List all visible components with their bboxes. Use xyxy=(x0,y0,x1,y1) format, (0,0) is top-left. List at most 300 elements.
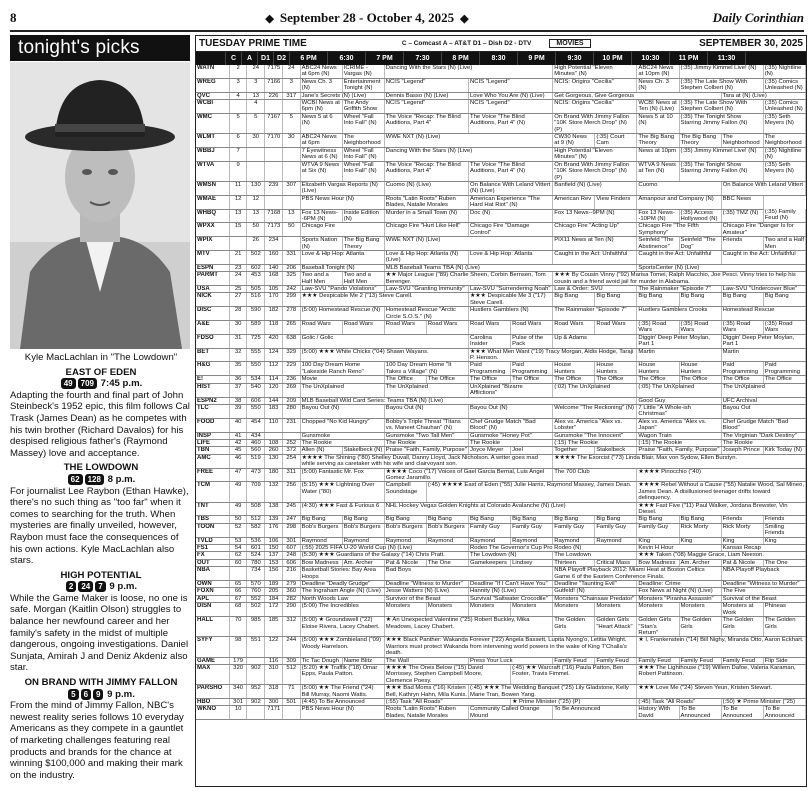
program-cell[interactable]: Caught in the Act: Unfaithful xyxy=(553,250,637,264)
program-cell[interactable]: (:45) ★★★★ East of Eden ("55) Julie Harris, Raymond Massey, James Dean. xyxy=(426,482,637,502)
program-cell[interactable]: Pat & Nicole xyxy=(384,559,426,566)
program-cell[interactable]: (:35) Jimmy Kimmel Live! (N) xyxy=(679,65,763,78)
program-cell[interactable]: House Hunters xyxy=(553,362,595,376)
program-cell[interactable]: The Office xyxy=(426,376,468,383)
program-cell[interactable]: MLB Baseball Teams TBA (N) (Live) xyxy=(384,264,637,271)
program-cell[interactable]: Law-SVU "Undercover Blue" xyxy=(721,286,805,293)
program-cell[interactable]: Dennis Basso (N) (Live) xyxy=(384,92,468,99)
program-cell[interactable]: Raymond xyxy=(426,537,468,544)
program-cell[interactable]: The Big Bang Theory xyxy=(637,134,679,148)
program-cell[interactable]: Martin xyxy=(721,348,805,362)
program-cell[interactable]: Bobby's Triple Threat "Titans vs. Maneet Chauhan" (N) xyxy=(384,418,468,432)
program-cell[interactable]: King xyxy=(637,537,679,544)
program-cell[interactable]: House Hunters xyxy=(679,362,721,376)
program-cell[interactable]: Doc (N) xyxy=(468,209,552,223)
program-cell[interactable]: Deadline "Taunting Evil" xyxy=(553,581,637,588)
program-cell[interactable]: Amanpour and Company (N) xyxy=(637,195,721,209)
program-cell[interactable]: NHL Hockey Vegas Golden Knights at Colorado Avalanche (N) (Live) xyxy=(384,502,637,516)
program-cell[interactable]: NCIS: Origins "Cecilia" xyxy=(553,100,637,114)
program-cell[interactable]: ABC24 News at 6pm xyxy=(300,134,342,148)
program-cell[interactable]: View Finders xyxy=(595,195,637,209)
program-cell[interactable]: Bob's Burgers xyxy=(342,523,384,537)
program-cell[interactable]: The Rookie xyxy=(300,439,384,446)
program-cell[interactable]: High Potential "Eleven Minutes" (N) xyxy=(553,147,637,161)
program-cell[interactable]: ★★★ Bad Moms ("16) Kristen Bell, Kathryn Hahn, Mila Kunis. xyxy=(385,685,467,698)
program-cell[interactable]: NCIS "Legend" xyxy=(468,78,552,92)
program-cell[interactable]: The Five xyxy=(721,588,805,595)
program-cell[interactable]: Wagon Train xyxy=(637,432,721,439)
program-cell[interactable]: Critical Mass xyxy=(595,559,637,566)
program-cell[interactable]: Am. Archer xyxy=(342,559,384,566)
program-cell[interactable]: Thirteen xyxy=(553,559,595,566)
program-cell[interactable]: Get Gorgeous, Give Gorgeous xyxy=(553,92,721,99)
program-cell[interactable]: Fox News at Night (N) (Live) xyxy=(637,588,721,595)
program-cell[interactable]: Pulse of the Pack xyxy=(511,334,553,348)
program-cell[interactable]: Friends xyxy=(721,237,763,251)
program-cell[interactable]: Carolina Insider xyxy=(468,334,510,348)
program-cell[interactable]: Fox 13 News--9PM (N) xyxy=(553,209,637,223)
program-cell[interactable]: The Office xyxy=(511,376,553,383)
program-cell[interactable]: Stakelbeck (N) xyxy=(343,447,383,454)
program-cell[interactable]: Seinfeld "The Dog" xyxy=(679,237,721,251)
program-cell[interactable]: PBS News Hour (N) xyxy=(300,195,384,209)
program-cell[interactable]: The One xyxy=(763,559,805,566)
program-cell[interactable]: Bob's Burgers xyxy=(300,523,342,537)
program-cell[interactable]: Jane's Secrets (N) (Live) xyxy=(300,92,384,99)
program-cell[interactable]: Bayou Out (N) xyxy=(468,404,552,418)
program-cell[interactable]: Monsters xyxy=(384,603,426,617)
program-cell[interactable]: WWE NXT (N) (Live) xyxy=(384,134,552,148)
program-cell[interactable]: Wheel "Fall Into Fall" (N) xyxy=(342,113,384,133)
program-cell[interactable]: Bayou Out (N) xyxy=(384,404,468,418)
program-cell[interactable]: (:35) The Late Show With Stephen Colbert (N) xyxy=(679,78,763,92)
program-cell[interactable]: To Be Announced xyxy=(721,706,763,720)
program-cell[interactable]: (:55) 2025 FIFA U-20 World Cup (N) (Live) xyxy=(300,545,468,552)
program-cell[interactable]: The Neighborhood xyxy=(721,134,763,148)
program-cell[interactable]: Big Bang xyxy=(595,293,637,307)
program-cell[interactable]: Raymond xyxy=(511,537,553,544)
program-cell[interactable]: Diggin' Deep Peter Moylan, Part 1 xyxy=(721,334,805,348)
program-cell[interactable]: Family Guy xyxy=(595,523,637,537)
program-cell[interactable]: Paid Programming xyxy=(763,362,805,376)
program-cell[interactable]: (:45) Task "All Roads" xyxy=(637,698,721,705)
program-cell[interactable]: Family Feud xyxy=(553,657,595,664)
program-cell[interactable]: Family Feud xyxy=(721,657,763,664)
program-cell[interactable]: On Brand With Jimmy Fallon "10K Store Merch Drop" (N) (P) xyxy=(553,113,637,133)
program-cell[interactable]: (:35) Jimmy Kimmel Live! (N) xyxy=(679,147,763,161)
program-cell[interactable]: The Andy Griffith Show xyxy=(342,100,384,114)
program-cell[interactable]: The Big Bang Theory xyxy=(342,237,384,251)
program-cell[interactable]: (:35) Access Hollywood (N) xyxy=(679,209,721,223)
program-cell[interactable]: Rick Morty xyxy=(721,523,763,537)
program-cell[interactable]: (:35) Nightline (N) xyxy=(763,65,805,78)
program-cell[interactable]: Big Bang xyxy=(595,516,637,523)
program-cell[interactable]: News at 10pm xyxy=(637,147,679,161)
program-cell[interactable]: North Woods Law xyxy=(300,595,384,602)
program-cell[interactable]: Monsters xyxy=(468,603,510,617)
program-cell[interactable]: ★ Prime Minister ("25) (P) xyxy=(511,698,637,705)
program-cell[interactable]: Survival of the Beast xyxy=(721,595,805,602)
program-cell[interactable]: Love & Hip Hop: Atlanta (N) (Live) xyxy=(384,250,468,264)
program-cell[interactable]: The Lowdown xyxy=(553,552,637,559)
program-cell[interactable]: WTVA 9 News at Ten (N) xyxy=(637,161,679,181)
program-cell[interactable]: The Neighborhood xyxy=(342,134,384,148)
program-cell[interactable]: The Office xyxy=(468,376,510,383)
program-cell[interactable]: Raymond xyxy=(384,537,426,544)
program-cell[interactable]: Praise "Faith, Family, Purpose" xyxy=(638,447,720,454)
program-cell[interactable]: PIX11 News at Ten (N) xyxy=(553,237,637,251)
program-cell[interactable]: Bad Boys xyxy=(384,567,552,581)
program-cell[interactable]: (5:00) ★ Groundswell ("22) Eloise Rivera, Lacey Chabert. xyxy=(300,617,384,637)
program-cell[interactable]: The Wall xyxy=(384,657,468,664)
program-cell[interactable]: Love & Hip Hop: Atlanta xyxy=(468,250,552,264)
program-cell[interactable]: Road Wars xyxy=(595,321,637,335)
program-cell[interactable]: (:55) Task "All Roads" xyxy=(384,698,510,705)
program-cell[interactable]: The Rookie xyxy=(721,439,805,446)
program-cell[interactable]: Gunsmoke xyxy=(300,432,384,439)
program-cell[interactable]: Entertainment Tonight (N) xyxy=(342,78,384,92)
program-cell[interactable]: Welcome "The Reckoning" (N) xyxy=(553,404,637,418)
program-cell[interactable]: Family Guy xyxy=(637,523,679,537)
program-cell[interactable]: ICRIME - Vargas (N) xyxy=(342,65,384,78)
program-cell[interactable]: Bow Madness xyxy=(637,559,679,566)
program-cell[interactable]: Gunsmoke "Two Tall Men" xyxy=(384,432,468,439)
program-cell[interactable]: Hustlers Gamblers Crooks xyxy=(637,307,721,321)
program-cell[interactable]: WWE NXT (N) (Live) xyxy=(384,237,552,251)
program-cell[interactable]: (5:00) ★★★ White Chicks ("04) Shawn Wayans. xyxy=(300,348,468,362)
program-cell[interactable]: Love & Hip Hop: Atlanta xyxy=(300,250,384,264)
program-cell[interactable]: Inside Edition (N) xyxy=(342,209,384,223)
program-cell[interactable]: The Golden Girls xyxy=(763,617,805,637)
program-cell[interactable]: WTVA 9 News at Six (N) xyxy=(300,161,342,181)
program-cell[interactable]: NCIS "Legend" xyxy=(468,100,552,114)
program-cell[interactable]: Big Bang xyxy=(721,293,763,307)
program-cell[interactable]: NCIS: Origins "Cecilia" xyxy=(553,78,637,92)
program-cell[interactable]: Kansas Recap xyxy=(721,545,805,552)
program-cell[interactable]: Elizabeth Vargas Reports (N) (Live) xyxy=(300,181,384,195)
program-cell[interactable]: Law-SVU "Surrendering Noah" xyxy=(468,286,552,293)
program-cell[interactable]: Campbell Soundstage xyxy=(384,482,426,502)
program-cell[interactable]: Friends xyxy=(721,516,763,523)
program-cell[interactable]: Big Bang xyxy=(637,293,679,307)
program-cell[interactable]: Golden Girls "Heart Attack" xyxy=(595,617,637,637)
program-cell[interactable]: Caught in the Act: Unfaithful xyxy=(721,250,805,264)
program-cell[interactable]: Family Guy xyxy=(553,523,595,537)
program-cell[interactable]: To Be Announced xyxy=(763,706,805,720)
program-cell[interactable]: Chicago Fire "The Fifth Symphony" xyxy=(637,223,721,237)
program-cell[interactable]: The Ingraham Angle (N) (Live) xyxy=(300,588,384,595)
program-cell[interactable]: Monsters "Chainsaw Predator" xyxy=(553,595,637,602)
program-cell[interactable]: The Neighborhood xyxy=(763,134,805,148)
program-cell[interactable]: UFC Archival xyxy=(721,397,805,404)
program-cell[interactable]: The 700 Club xyxy=(553,468,637,482)
program-cell[interactable]: (:02) The UnXplained xyxy=(553,383,637,397)
program-cell[interactable]: 100 Day Dream Home "It Takes a Village" (N) xyxy=(384,362,468,376)
program-cell[interactable]: Law-SVU "Granting Immunity" xyxy=(384,286,468,293)
program-cell[interactable]: BBC News xyxy=(721,195,763,209)
program-cell[interactable]: Big Bang xyxy=(426,516,468,523)
program-cell[interactable]: To Be Announced xyxy=(679,706,721,720)
program-cell[interactable]: Golic / Golic xyxy=(300,334,468,348)
program-cell[interactable]: The Office xyxy=(679,376,721,383)
program-cell[interactable]: Family Feud xyxy=(679,657,721,664)
program-cell[interactable]: Diggin' Deep Peter Moylan, Part 1 xyxy=(637,334,721,348)
program-cell[interactable]: WCBI News at Ten (N) (Live) xyxy=(637,100,679,114)
program-cell[interactable]: ★★★★ Coco ("17) Voices of Gael Garcia Bernal, Luis Angel Gomez Jaramillo. xyxy=(384,468,552,482)
program-cell[interactable]: Gutfeld! (N) xyxy=(553,588,637,595)
program-cell[interactable]: Dancing With the Stars (N) (Live) xyxy=(384,147,552,161)
program-cell[interactable]: Joyce Meyer xyxy=(468,447,510,454)
program-cell[interactable]: The Office xyxy=(721,376,763,383)
program-cell[interactable]: MLB Baseball Wild Card Series: Teams TBA (N) (Live) xyxy=(300,397,637,404)
program-cell[interactable]: Family Feud xyxy=(595,657,637,664)
program-cell[interactable]: (5:00) The Incredibles xyxy=(300,603,384,617)
program-cell[interactable]: Phineas xyxy=(763,603,805,617)
program-cell[interactable]: (:35) TMZ (N) xyxy=(721,209,763,223)
program-cell[interactable]: Chicago Fire "Damage Control" xyxy=(468,223,552,237)
program-cell[interactable]: The Golden Girls xyxy=(679,617,721,637)
program-cell[interactable]: Bayou Out (N) xyxy=(300,404,384,418)
program-cell[interactable]: Kevin H Hour xyxy=(637,545,721,552)
program-cell[interactable]: House Hunters xyxy=(595,362,637,376)
program-cell[interactable]: King xyxy=(679,537,721,544)
program-cell[interactable]: The Office xyxy=(595,376,637,383)
program-cell[interactable]: ★★★ Love Me ("24) Steven Yeun, Kristen Stewart. xyxy=(637,685,806,699)
program-cell[interactable]: Basketball Stories: Bay Area Hoops xyxy=(300,567,384,581)
program-cell[interactable]: Big Bang xyxy=(679,516,721,523)
program-cell[interactable]: ★★★★ The Shining ("80) Shelley Duvall, Danny Lloyd, Jack Nicholson. A writer goes mad while serving as caretaker with his wife and clairvoyant son. xyxy=(300,454,553,468)
program-cell[interactable]: The Big Bang Theory xyxy=(679,134,721,148)
program-cell[interactable]: Family Feud xyxy=(637,657,679,664)
program-cell[interactable]: Roots "Latin Roots" Ruben Blades, Natalie Morales xyxy=(384,195,468,209)
program-cell[interactable]: Big Bang xyxy=(637,516,679,523)
program-cell[interactable]: Cuomo xyxy=(637,181,721,195)
program-cell[interactable]: The UnXplained xyxy=(721,383,805,397)
program-cell[interactable]: CW30 News at 9 (N) xyxy=(553,134,595,148)
program-cell[interactable]: (:35) Road Wars xyxy=(637,321,679,335)
program-cell[interactable]: Flip Side xyxy=(763,657,805,664)
program-cell[interactable]: Deadline: Crime xyxy=(637,581,721,588)
program-cell[interactable]: 7 Eyewitness News at 6 (N) xyxy=(300,147,342,161)
program-cell[interactable]: ★★★★ The Exorcist ("73) Linda Blair, Max von Sydow, Ellen Burstyn. xyxy=(553,454,806,468)
program-cell[interactable]: Chef Grudge Match "Bad Blood" (N) xyxy=(468,418,552,432)
program-cell[interactable]: PBS News Hour (N) xyxy=(300,706,384,720)
program-cell[interactable]: Big Bang xyxy=(679,293,721,307)
program-cell[interactable]: Bayou Out xyxy=(721,404,805,418)
program-cell[interactable]: ★★★ By Cousin Vinny ("92) Marisa Tomei, Ralph Macchio, Joe Pesci. Vinny tries to help his cousin and a friend avoid jail for murder in Alabama. xyxy=(553,272,806,286)
program-cell[interactable]: Monsters xyxy=(553,603,595,617)
program-cell[interactable]: On Brand With Jimmy Fallon "10K Store Merch Drop" (N) (P) xyxy=(553,161,637,181)
program-cell[interactable]: Survival "Saltwater Crocodile" xyxy=(468,595,552,602)
program-cell[interactable]: Law-SVU "Pando Violations" xyxy=(300,286,384,293)
program-cell[interactable]: (:35) Seth Meyers (N) xyxy=(763,113,805,133)
program-cell[interactable]: Dancing With the Stars (N) (Live) xyxy=(384,65,552,78)
program-cell[interactable]: ★★★★ Pinocchio ("40) xyxy=(637,468,806,482)
program-cell[interactable]: ★★★ Taken ("08) Maggie Grace, Liam Neeson. xyxy=(637,552,806,559)
program-cell[interactable]: The Office xyxy=(637,376,679,383)
program-cell[interactable]: Monsters xyxy=(679,603,721,617)
program-cell[interactable]: (:15) The Rookie xyxy=(637,439,721,446)
program-cell[interactable]: To Be Announced xyxy=(553,706,637,720)
program-cell[interactable]: The Virginian "Dark Destiny" xyxy=(721,432,805,439)
program-cell[interactable]: 100 Day Dream Home "Lakeside Ranch Reno" xyxy=(300,362,384,376)
program-cell[interactable]: Two and a Half Men xyxy=(764,237,804,250)
program-cell[interactable]: Big Bang xyxy=(553,516,595,523)
program-cell[interactable]: The Rookie xyxy=(468,439,552,446)
program-cell[interactable]: Jesse Watters (N) (Live) xyxy=(384,588,468,595)
program-cell[interactable]: Golden Girls "Stan's Return" xyxy=(637,617,679,637)
program-cell[interactable]: News 5 at 10 (N) xyxy=(637,113,679,133)
program-cell[interactable]: Big Bang xyxy=(300,516,342,523)
program-cell[interactable]: (5:30) ★★★ Guardians of the Galaxy ("14) Chris Pratt. xyxy=(300,552,468,559)
program-cell[interactable]: Monsters xyxy=(426,603,468,617)
program-cell[interactable]: Am. Archer xyxy=(679,559,721,566)
program-cell[interactable]: The UnXplained xyxy=(300,383,384,397)
program-cell[interactable]: The Rainmaker "Episode 7" xyxy=(637,286,721,293)
program-cell[interactable]: Homestead Rescue xyxy=(721,307,805,321)
program-cell[interactable]: Allen (N) xyxy=(300,447,342,454)
program-cell[interactable]: ★★★ Black Panther: Wakanda Forever ("22) Angela Bassett, Lupita Nyong'o, Letitia Wright. Warriors must protect Wakanda from intervening world powers in the wake of King T'Challa's death. xyxy=(384,637,637,657)
program-cell[interactable]: (:35) Road Wars xyxy=(679,321,721,335)
program-cell[interactable]: Caught in the Act: Unfaithful xyxy=(637,250,721,264)
program-cell[interactable]: Cuomo (N) (Live) xyxy=(384,181,468,195)
program-cell[interactable]: The Golden Girls xyxy=(553,617,595,637)
program-cell[interactable]: Seinfeld "The Abstinence" xyxy=(637,237,679,251)
program-cell[interactable]: Road Wars xyxy=(300,321,342,335)
program-cell[interactable]: 7 Little "A Whole-ish Christmas" xyxy=(637,404,721,418)
program-cell[interactable]: (:35) Road Wars xyxy=(721,321,763,335)
program-cell[interactable]: Martin xyxy=(637,348,721,362)
program-cell[interactable]: House Hunters xyxy=(637,362,679,376)
program-cell[interactable]: The Rookie xyxy=(384,439,468,446)
program-cell[interactable]: Paid Programming xyxy=(721,362,763,376)
program-cell[interactable]: American Rev xyxy=(553,195,595,209)
program-cell[interactable]: Tic Tac Dough xyxy=(300,657,342,664)
program-cell[interactable]: Raymond xyxy=(300,537,342,544)
program-cell[interactable]: Homestead Rescue "Arctic Circle S.O.S." (N) xyxy=(384,307,468,321)
program-cell[interactable]: Gamekeepers xyxy=(468,559,510,566)
program-cell[interactable]: Name Blitz xyxy=(342,657,384,664)
program-cell[interactable]: (:35) Comics Unleashed (N) xyxy=(763,78,805,92)
program-cell[interactable]: Bob's Burgers xyxy=(426,523,468,537)
program-cell[interactable]: (:35) The Tonight Show Starring Jimmy Fallon (N) xyxy=(679,113,763,133)
program-cell[interactable]: Raymond xyxy=(342,537,384,544)
program-cell[interactable]: Paid Programming xyxy=(511,362,553,376)
program-cell[interactable]: Roots "Latin Roots" Ruben Blades, Natalie Morales xyxy=(384,706,468,720)
program-cell[interactable]: American Experience "The Hard Hat Riot" (N) xyxy=(468,195,552,209)
program-cell[interactable]: The Voice "The Blind Auditions, Part 4" (N) xyxy=(468,161,552,181)
program-cell[interactable]: (4:30) ★★★ Fast & Furious 6 xyxy=(300,502,384,516)
program-cell[interactable]: (5:20) ★★ Traffik ("18) Omar Epps, Paula Patton. xyxy=(300,664,384,684)
program-cell[interactable]: Deadline "Witness to Murder" xyxy=(384,581,468,588)
program-cell[interactable]: Road Wars xyxy=(342,321,384,335)
program-cell[interactable]: ★★ Major League ("89) Charlie Sheen, Corbin Bernsen, Tom Berenger. xyxy=(384,272,552,286)
program-cell[interactable]: Monsters xyxy=(595,603,637,617)
program-cell[interactable]: Good Guy xyxy=(637,397,721,404)
program-cell[interactable]: Praise "Faith, Family, Purpose" xyxy=(385,447,467,454)
program-cell[interactable]: (5:00) Homestead Rescue (N) xyxy=(300,307,384,321)
program-cell[interactable]: (5:15) ★★★ Lightning Over Water ("80) xyxy=(300,482,384,502)
program-cell[interactable]: Bob's Burgers xyxy=(384,523,426,537)
program-cell[interactable]: Fox 13 News--10PM (N) xyxy=(637,209,679,223)
program-cell[interactable]: News Ch. 3 (N) xyxy=(300,78,342,92)
program-cell[interactable]: Law & Order: SVU xyxy=(553,286,637,293)
program-cell[interactable]: Chicago Fire "Hurt Like Hell" xyxy=(384,223,468,237)
program-cell[interactable]: Lindsey xyxy=(511,559,553,566)
program-cell[interactable]: Road Wars xyxy=(384,321,426,335)
program-cell[interactable]: SportsCenter (N) (Live) xyxy=(637,264,806,271)
program-cell[interactable]: Alex vs. America "Alex vs. Japan" xyxy=(637,418,721,432)
program-cell[interactable]: The Rainmaker "Episode 7" xyxy=(553,307,637,321)
program-cell[interactable]: Road Wars xyxy=(553,321,595,335)
program-cell[interactable]: ★ An Unexpected Valentine ("25) Robert Buckley, Mika Meadows, Lacey Chabert. xyxy=(384,617,552,637)
program-cell[interactable]: Tara at (N) (Live) xyxy=(721,92,805,99)
program-cell[interactable]: The Office xyxy=(384,376,426,383)
program-cell[interactable]: The Office xyxy=(553,376,595,383)
program-cell[interactable]: Raymond xyxy=(553,537,595,544)
program-cell[interactable]: Survivor of the Beast xyxy=(384,595,468,602)
program-cell[interactable]: Chicago Fire "Danger Is for Amateur" xyxy=(721,223,805,237)
program-cell[interactable]: Wheel "Fall Into Fall" (N) xyxy=(342,147,384,161)
program-cell[interactable]: ★★★ What Men Want ("19) Tracy Morgan, Aldis Hodge, Taraji P. Henson. xyxy=(468,348,636,362)
program-cell[interactable]: Big Bang xyxy=(384,516,426,523)
program-cell[interactable]: The One xyxy=(426,559,468,566)
program-cell[interactable]: Raymond xyxy=(468,537,510,544)
program-cell[interactable]: (:35) The Tonight Show Starring Jimmy Fallon (N) xyxy=(679,161,763,181)
program-cell[interactable]: Sports Nation (N) xyxy=(300,237,342,251)
program-cell[interactable]: Joseph Prince xyxy=(721,447,763,454)
program-cell[interactable]: King xyxy=(721,537,763,544)
program-cell[interactable]: Alex vs. America "Alex vs. Lobster" xyxy=(553,418,637,432)
program-cell[interactable]: ★★★ Despicable Me 3 ("17) Steve Carell. xyxy=(468,293,552,307)
program-cell[interactable]: Hustlers Gamblers (N) xyxy=(468,307,552,321)
program-cell[interactable]: ★★★★ Rebel Without a Cause ("55) Natalie Wood, Sal Mineo, James Dean. A disillusioned teenager drifts toward delinquency. xyxy=(638,482,804,502)
program-cell[interactable]: Community Called Orange Mound xyxy=(468,706,552,720)
program-cell[interactable]: (:45) ★★★ The Wedding Banquet ("25) Lily Gladstone, Kelly Marie Tran, Bowen Yang. xyxy=(468,685,636,699)
program-cell[interactable]: (5:00) Fantastic Mr. Fox xyxy=(300,468,384,482)
program-cell[interactable]: Rodeo The Governor's Cup Pro Rodeo (N) xyxy=(468,545,636,552)
program-cell[interactable]: NCIS "Legend" xyxy=(384,78,468,92)
program-cell[interactable]: Kirk Today (N) xyxy=(763,447,805,454)
program-cell[interactable]: Chicago Fire "Acting Up" xyxy=(553,223,637,237)
program-cell[interactable]: (:45) ★★ Warcraft ("16) Paula Patton, Ben Foster, Travis Fimmel. xyxy=(511,664,637,684)
program-cell[interactable]: Chopped "No Kid Hungry" xyxy=(300,418,384,432)
program-cell[interactable]: Together xyxy=(553,447,595,454)
program-cell[interactable]: Press Your Luck xyxy=(468,657,552,664)
program-cell[interactable]: (4:45) To Be Announced xyxy=(300,698,384,705)
program-cell[interactable]: ★★★ Despicable Me 2 ("13) Steve Carell. xyxy=(300,293,468,307)
program-cell[interactable]: The Lowdown (N) xyxy=(468,552,552,559)
program-cell[interactable]: ABC24 News at 10pm (N) xyxy=(637,65,679,78)
program-cell[interactable]: (:15) The Rookie xyxy=(553,439,637,446)
program-cell[interactable]: (:35) Seth Meyers (N) xyxy=(763,161,805,181)
program-cell[interactable]: Love Who You Are (N) (Live) xyxy=(468,92,552,99)
program-cell[interactable]: Hannity (N) (Live) xyxy=(468,588,552,595)
program-cell[interactable]: (:50) ★ Prime Minister ("25) xyxy=(721,698,805,705)
program-cell[interactable]: (:35) The Late Show With Stephen Colbert (N) xyxy=(679,100,763,114)
program-cell[interactable]: ★★★ The Lighthouse ("19) Willem Dafoe, Valeria Karaman, Robert Pattinson. xyxy=(637,664,806,684)
program-cell[interactable]: UnXplained "Bizarre Afflictions" xyxy=(468,383,552,397)
program-cell[interactable]: On Balance With Leland Vittert (N) (Live) xyxy=(468,181,552,195)
program-cell[interactable]: Big Bang xyxy=(468,516,510,523)
program-cell[interactable]: Friends xyxy=(763,516,805,523)
program-cell[interactable]: ★★★ Fast Five ("11) Paul Walker, Jordana Brewster, Vin Diesel. xyxy=(637,502,806,516)
program-cell[interactable]: Gunsmoke "Honey Pot" xyxy=(468,432,552,439)
program-cell[interactable]: ★ I, Frankenstein ("14) Bill Nighy, Miranda Otto, Aaron Eckhart. xyxy=(637,637,806,657)
program-cell[interactable]: Up & Adams xyxy=(553,334,637,348)
program-cell[interactable]: Deadline "Witness to Murder" xyxy=(721,581,805,588)
program-cell[interactable]: The UnXplained xyxy=(384,383,468,397)
